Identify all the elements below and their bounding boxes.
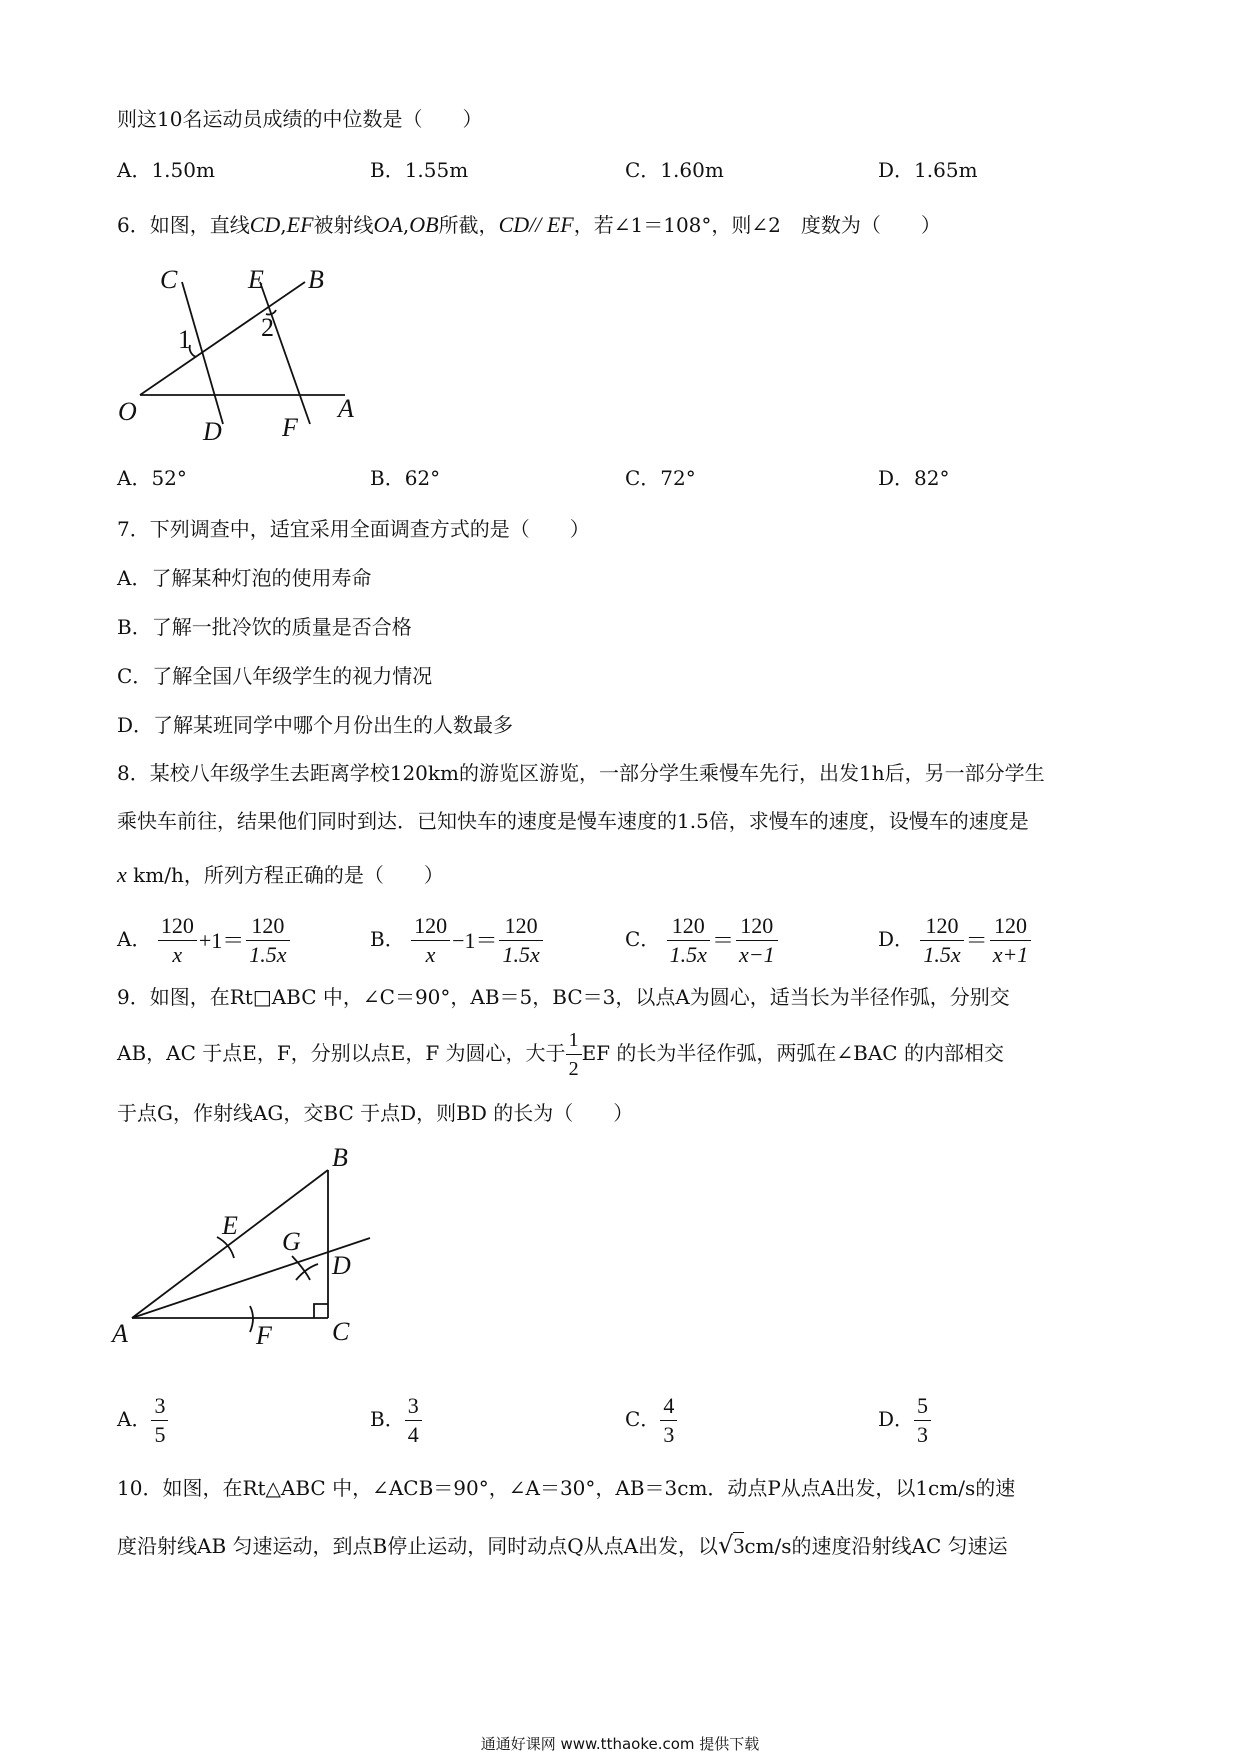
- label-d: D: [332, 1251, 351, 1280]
- label-g: G: [282, 1227, 301, 1256]
- q10-line-2: 度沿射线AB 匀速运动，到点B停止运动，同时动点Q从点A出发，以√3cm/s的速度沿射线AC 匀速运: [117, 1531, 1008, 1559]
- q6-option-c: C．72°: [625, 466, 696, 490]
- label-b: B: [332, 1143, 348, 1172]
- q5-stem: 则这10名运动员成绩的中位数是（ ）: [117, 107, 483, 131]
- q7-option-b: B．了解一批冷饮的质量是否合格: [117, 615, 412, 639]
- q7-option-c: C．了解全国八年级学生的视力情况: [117, 664, 433, 688]
- q8-option-c: C． $\frac{120}{1.5x}$ ＝ $\frac{120}{x-1}$: [625, 912, 778, 969]
- q8-line-2: 乘快车前往，结果他们同时到达．已知快车的速度是慢车速度的1.5倍，求慢车的速度，设慢车的速度是: [117, 809, 1029, 833]
- q5-option-d: D．1.65m: [878, 158, 978, 182]
- q8-option-b: B． $\frac{120}{x}$ −1＝ $\frac{120}{1.5x}$: [370, 912, 543, 969]
- q6-option-b: B．62°: [370, 466, 441, 490]
- q9-line-1: 9．如图，在Rt□ABC 中，∠C＝90°，AB＝5，BC＝3，以点A为圆心，适当长为半径作弧，分别交: [117, 985, 1010, 1009]
- q8-option-d: D． $\frac{120}{1.5x}$ ＝ $\frac{120}{x+1}$: [878, 912, 1031, 969]
- arc-f: [250, 1306, 253, 1332]
- q8-line-1: 8．某校八年级学生去距离学校120km的游览区游览，一部分学生乘慢车先行，出发1h后，另一部分学生: [117, 761, 1045, 785]
- q10-line-1: 10．如图，在Rt△ABC 中，∠ACB＝90°，∠A＝30°，AB＝3cm．动点P从点A出发，以1cm/s的速: [117, 1476, 1016, 1500]
- q6-figure: [110, 262, 370, 442]
- q9-option-b: B． $\frac{3}{4}$: [370, 1392, 422, 1449]
- label-d: D: [203, 417, 222, 442]
- label-a: A: [338, 394, 354, 423]
- label-f: F: [256, 1321, 272, 1350]
- arc-g-2: [296, 1264, 318, 1280]
- line-ef: [260, 282, 310, 424]
- label-e: E: [248, 265, 264, 294]
- q9-option-a: A． $\frac{3}{5}$: [117, 1392, 168, 1449]
- q9-figure: [110, 1140, 400, 1350]
- label-a: A: [112, 1319, 128, 1348]
- q5-option-a: A．1.50m: [117, 158, 215, 182]
- q7-option-d: D．了解某班同学中哪个月份出生的人数最多: [117, 713, 514, 737]
- q9-option-c: C． $\frac{4}{3}$: [625, 1392, 677, 1449]
- q7-stem: 7．下列调查中，适宜采用全面调查方式的是（ ）: [117, 517, 590, 541]
- q5-option-b: B．1.55m: [370, 158, 469, 182]
- q8-option-a: A． $\frac{120}{x}$ +1＝ $\frac{120}{1.5x}$: [117, 912, 290, 969]
- q9-option-d: D． $\frac{5}{3}$: [878, 1392, 931, 1449]
- sqrt-sign: √: [718, 1531, 734, 1559]
- label-b: B: [308, 265, 324, 294]
- q9-line-3: 于点G，作射线AG，交BC 于点D，则BD 的长为（ ）: [117, 1101, 634, 1125]
- q6-stem: 6．如图，直线CD,EF被射线OA,OB所截，CD// EF，若∠1＝108°，则∠2 度数为（ ）: [117, 212, 941, 237]
- q6-option-a: A．52°: [117, 466, 187, 490]
- right-angle-mark: [314, 1304, 328, 1318]
- page-footer: 通通好课网 www.tthaoke.com 提供下载: [480, 1735, 760, 1753]
- label-e: E: [222, 1211, 238, 1240]
- label-o: O: [118, 397, 137, 426]
- label-c: C: [160, 265, 178, 294]
- q6-option-d: D．82°: [878, 466, 950, 490]
- label-angle-2: 2: [261, 313, 274, 342]
- q9-line-2: AB，AC 于点E，F，分别以点E，F 为圆心，大于 $\frac{1}{2}$ EF 的长为半径作弧，两弧在∠BAC 的内部相交: [117, 1026, 1004, 1083]
- label-c: C: [332, 1317, 350, 1346]
- label-angle-1: 1: [178, 325, 191, 354]
- q7-option-a: A．了解某种灯泡的使用寿命: [117, 566, 372, 590]
- q5-option-c: C．1.60m: [625, 158, 724, 182]
- q8-line-3: x km/h，所列方程正确的是（ ）: [117, 862, 444, 887]
- label-f: F: [282, 413, 298, 442]
